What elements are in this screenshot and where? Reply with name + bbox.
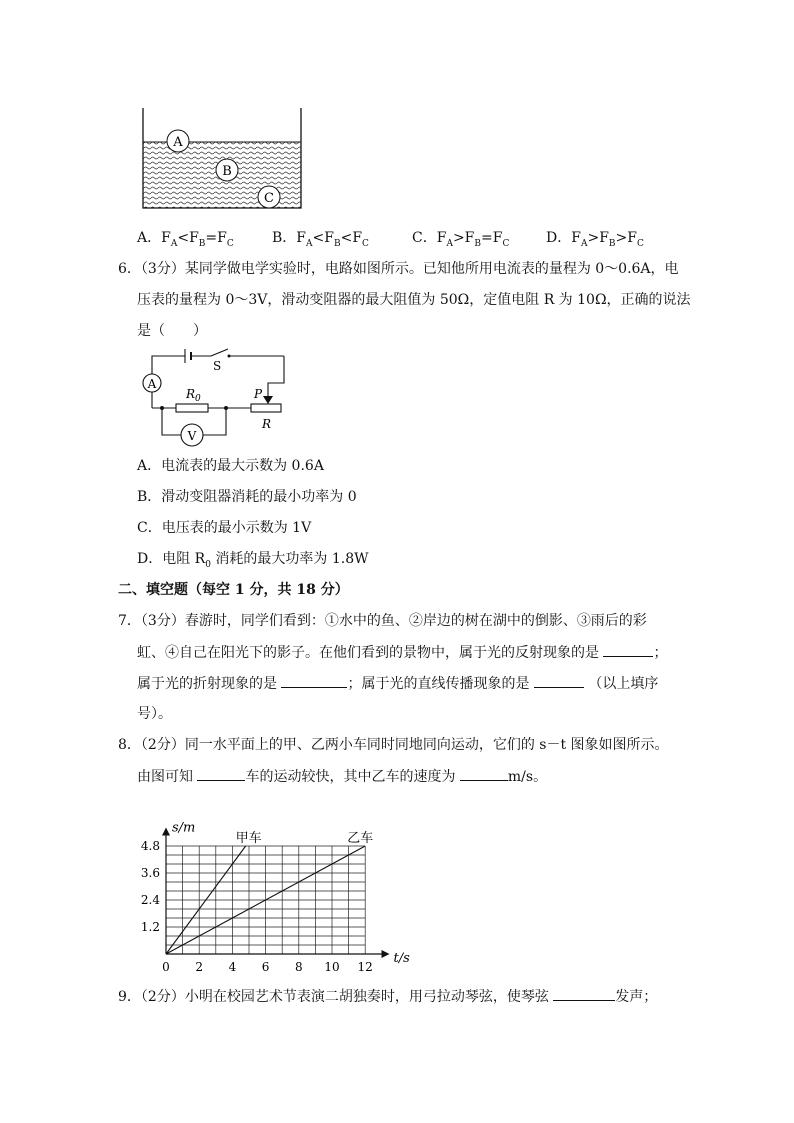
ball-b	[216, 159, 238, 181]
svg-text:A: A	[173, 135, 183, 150]
ball-c	[258, 186, 280, 208]
r0-label: $R_0$	[186, 387, 201, 404]
voltmeter	[181, 424, 203, 446]
switch-label: S	[213, 359, 222, 373]
series-label-yi: 乙车	[347, 831, 374, 846]
slider-label: P	[254, 387, 263, 401]
s-t-chart	[130, 794, 420, 980]
x-tick-label: 2	[195, 960, 204, 974]
y-tick-label: 3.6	[140, 866, 160, 880]
svg-text:B: B	[222, 164, 232, 179]
q7-blank-straight-line[interactable]	[534, 673, 584, 688]
q7-line-4: 号）。	[137, 706, 172, 722]
x-axis-arrow-icon	[382, 950, 390, 958]
q8-blank-faster-car[interactable]	[197, 766, 245, 781]
rheostat-label: R	[262, 417, 272, 431]
x-tick-label: 4	[228, 960, 237, 974]
beaker-figure	[130, 100, 320, 218]
q8-line-1: 8．（2分）同一水平面上的甲、乙两小车同时同地同向运动，它们的 s－t 图象如图所示。	[118, 737, 669, 753]
q5-option-d[interactable]: D．$F_A>F_B>F_C$	[546, 230, 644, 249]
y-tick-label: 2.4	[140, 893, 160, 907]
q6-option-a[interactable]: A．电流表的最大示数为 0.6A	[137, 458, 324, 474]
q7-line-1: 7．（3分）春游时，同学们看到：①水中的鱼、②岸边的树在湖中的倒影、③雨后的彩	[118, 613, 647, 629]
q6-option-b[interactable]: B．滑动变阻器消耗的最小功率为 0	[137, 489, 357, 505]
ammeter	[143, 374, 161, 392]
q6-option-c[interactable]: C．电压表的最小示数为 1V	[137, 520, 312, 536]
y-tick-label: 4.8	[140, 839, 160, 853]
q8-line-2: 由图可知 车的运动较快，其中乙车的速度为 m/s。	[137, 766, 547, 787]
q5-option-b[interactable]: B．$F_A<F_B<F_C$	[272, 230, 369, 249]
x-tick-label: 12	[357, 960, 373, 974]
y-axis-arrow-icon	[162, 828, 170, 836]
y-tick-label: 1.2	[140, 920, 160, 934]
x-tick-label: 0	[162, 960, 170, 974]
q8-blank-speed[interactable]	[460, 766, 508, 781]
ball-a	[167, 130, 189, 152]
q6-line-2: 压表的量程为 0～3V，滑动变阻器的最大阻值为 50Ω，定值电阻 R 为 10Ω，正确的说法	[137, 292, 691, 308]
x-tick-label: 10	[324, 960, 340, 974]
svg-text:C: C	[264, 191, 274, 206]
svg-text:V: V	[187, 429, 197, 443]
q6-option-d[interactable]: D．电阻 $R_0$ 消耗的最大功率为 1.8W	[137, 551, 369, 570]
q7-line-2: 虹、④自己在阳光下的影子。在他们看到的景物中，属于光的反射现象的是 ；	[137, 642, 667, 663]
q9-line-1: 9．（2分）小明在校园艺术节表演二胡独奏时，用弓拉动琴弦，使琴弦 发声；	[118, 986, 657, 1007]
q5-option-a[interactable]: A．$F_A<F_B=F_C$	[137, 230, 234, 249]
x-tick-label: 6	[261, 960, 270, 974]
q9-blank[interactable]	[553, 986, 615, 1001]
q7-blank-refraction[interactable]	[281, 673, 347, 688]
section-2-title: 二、填空题（每空 1 分，共 18 分）	[118, 582, 349, 598]
q7-line-3: 属于光的折射现象的是 ；属于光的直线传播现象的是 （以上填序	[137, 673, 658, 694]
q6-line-3: 是（ ）	[137, 323, 207, 339]
x-tick-label: 8	[294, 960, 303, 974]
series-label-jia: 甲车	[235, 831, 262, 846]
svg-text:A: A	[147, 377, 157, 391]
slider-arrow-icon	[263, 396, 273, 404]
q5-option-c[interactable]: C．$F_A>F_B=F_C$	[412, 230, 510, 249]
y-axis-label: s/m	[172, 820, 196, 836]
q7-blank-reflection[interactable]	[603, 642, 653, 657]
q6-line-1: 6．（3分）某同学做电学实验时，电路如图所示。已知他所用电流表的量程为 0～0.6A，电	[118, 261, 679, 277]
switch-blade	[211, 349, 228, 356]
x-axis-label: t/s	[393, 951, 410, 966]
circuit-diagram	[138, 346, 298, 448]
